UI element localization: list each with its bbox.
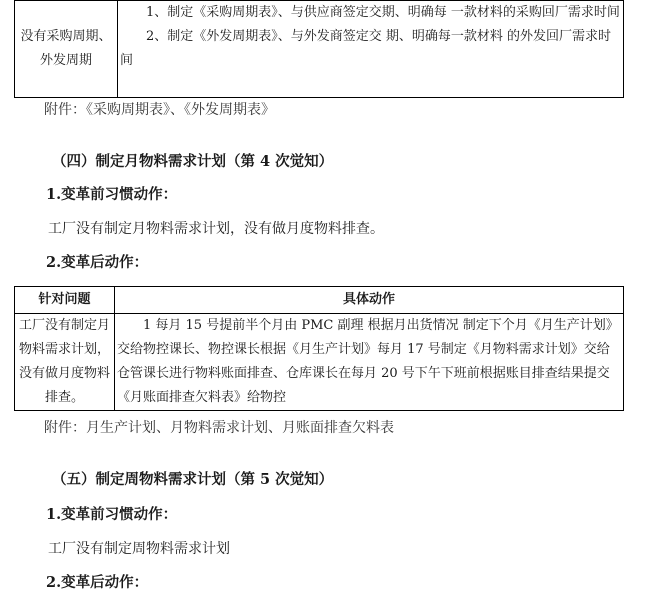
monthly-plan-table bbox=[14, 286, 624, 411]
section-4-title: （四）制定月物料需求计划（第 4 次觉知） bbox=[52, 153, 334, 170]
problem-cell: 工厂没有制定月物料需求计划，没有做月度物料排查。 bbox=[15, 314, 115, 411]
action-cell: 1 每月 15 号提前半个月由 PMC 副理 根据月出货情况 制定下个月《月生产计划》交给物控课长、物控课长根据《月生产计划》每月 17 号制定《月物料需求计划》交给仓管课长进行物料账面排查、仓库课长在每月 20 号下午下班前根据账目排查结果提交《月账面排查欠料表》给物控 bbox=[115, 314, 624, 411]
attachment-note: 附件：《采购周期表》、《外发周期表》 bbox=[44, 102, 275, 118]
section-5-after-heading: 2.变革后动作： bbox=[46, 574, 149, 591]
action-line-1: 1、制定《采购周期表》、与供应商签定交期、明确每 一款材料的采购回厂需求时间 bbox=[120, 5, 620, 20]
action-cell bbox=[118, 1, 624, 98]
action-line-2: 2、制定《外发周期表》、与外发商签定交 期、明确每一款材料 的外发回厂需求时间 bbox=[120, 29, 612, 68]
table-row bbox=[15, 1, 624, 98]
section-5-title: （五）制定周物料需求计划（第 5 次觉知） bbox=[52, 471, 334, 488]
table-row bbox=[15, 314, 624, 411]
section-5-before-heading: 1.变革前习惯动作： bbox=[46, 506, 178, 523]
header-action: 具体动作 bbox=[115, 287, 624, 314]
problem-cell: 没有采购周期、外发周期 bbox=[15, 1, 118, 98]
purchase-cycle-table bbox=[14, 0, 624, 98]
section-5-before-text: 工厂没有制定周物料需求计划 bbox=[48, 541, 230, 557]
header-problem: 针对问题 bbox=[15, 287, 115, 314]
table-header-row bbox=[15, 287, 624, 314]
section-4-before-text: 工厂没有制定月物料需求计划，没有做月度物料排查。 bbox=[48, 221, 384, 237]
section-4-after-heading: 2.变革后动作： bbox=[46, 254, 149, 271]
attachment-note: 附件：月生产计划、月物料需求计划、月账面排查欠料表 bbox=[44, 420, 394, 436]
section-4-before-heading: 1.变革前习惯动作： bbox=[46, 186, 178, 203]
